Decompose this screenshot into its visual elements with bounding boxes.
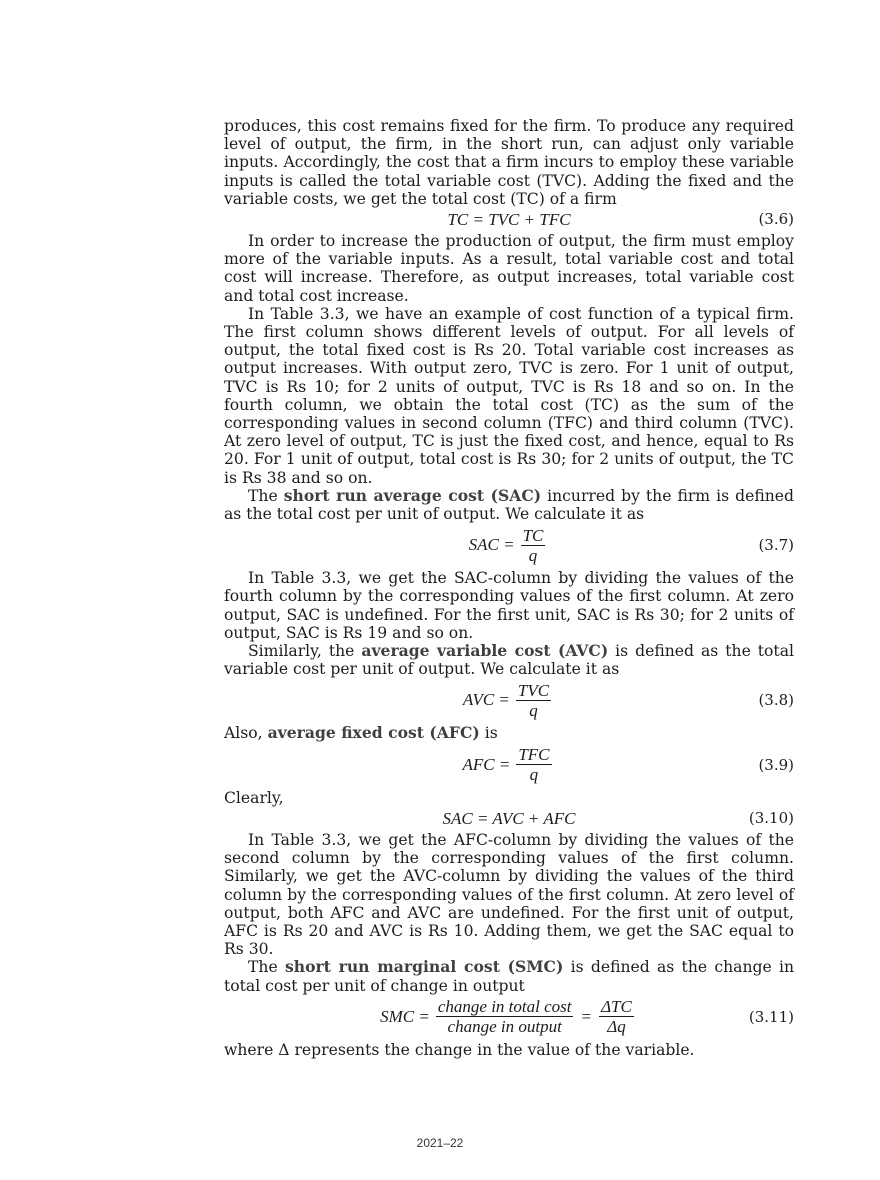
equation-number: (3.7) bbox=[758, 536, 794, 555]
fraction bbox=[521, 526, 546, 565]
paragraph-delta: where Δ represents the change in the value of the variable. bbox=[224, 1040, 695, 1059]
equation-number: (3.11) bbox=[748, 1007, 794, 1026]
term-smc: short run marginal cost (SMC) bbox=[284, 957, 564, 977]
equation-3-10 bbox=[224, 807, 794, 831]
equation-text: TC = TVC + TFC bbox=[447, 210, 571, 230]
fraction bbox=[516, 745, 551, 784]
equation-number: (3.9) bbox=[758, 755, 794, 774]
equals-sign: = bbox=[581, 1006, 592, 1026]
equation-3-9 bbox=[224, 743, 794, 789]
paragraph-clearly: Clearly, bbox=[224, 788, 284, 807]
numerator: TC bbox=[522, 525, 544, 545]
denominator: q bbox=[529, 700, 538, 720]
paragraph-sac-column: In Table 3.3, we get the SAC-column by dividing the values of the fourth column by the corresponding values of the first column. At zero output, SAC is undefined. For the first unit, SAC is Rs 30; for 2 units of output, SAC is Rs 19 and so on. bbox=[224, 569, 794, 642]
fraction-words bbox=[436, 997, 574, 1036]
paragraph-table-3-3: In Table 3.3, we have an example of cost function of a typical firm. The first column shows different levels of output. For all levels of output, the total fixed cost is Rs 20. Total variable cost increases as output increases. With output zero, TVC is zero. For 1 unit of output, TVC is Rs 10; for 2 units of output, TVC is Rs 18 and so on. In the fourth column, we obtain the total cost (TC) as the sum of the corresponding values in second column (TFC) and third column (TVC). At zero level of output, TC is just the fixed cost, and hence, equal to Rs 20. For 1 unit of output, total cost is Rs 30; for 2 units of output, the TC is Rs 38 and so on. bbox=[224, 304, 794, 487]
denominator: q bbox=[529, 765, 539, 785]
numerator: change in total cost bbox=[437, 997, 572, 1017]
denominator: q bbox=[528, 545, 538, 565]
equation-lhs: AFC = bbox=[462, 754, 511, 774]
numerator: ΔTC bbox=[601, 997, 632, 1017]
fraction bbox=[516, 681, 551, 720]
term-avc: average variable cost (AVC) bbox=[361, 641, 609, 661]
paragraph-tvc: produces, this cost remains fixed for the firm. To produce any required level of output, the firm, in the short run, can adjust only variable inputs. Accordingly, the cost that a firm incurs to employ these variable inputs is called the total variable cost (TVC). Adding the fixed and the variable costs, we get the total cost (TC) of a firm bbox=[224, 117, 794, 208]
paragraph-sac-definition: The short run average cost (SAC) incurred by the firm is defined as the total cost per unit of output. We calculate it as bbox=[224, 485, 794, 524]
paragraph-output-increase: In order to increase the production of output, the firm must employ more of the variable inputs. As a result, total variable cost and total cost will increase. Therefore, as output increases, total variable cost and total cost increase. bbox=[224, 232, 794, 305]
equation-number: (3.6) bbox=[758, 210, 794, 229]
fraction-delta bbox=[599, 997, 634, 1036]
term-afc: average fixed cost (AFC) bbox=[267, 723, 480, 743]
denominator: Δq bbox=[607, 1017, 626, 1037]
equation-number: (3.10) bbox=[748, 808, 794, 827]
equation-3-7 bbox=[224, 523, 794, 569]
equation-3-6 bbox=[224, 208, 794, 232]
paragraph-afc-definition: Also, average fixed cost (AFC) is bbox=[224, 723, 498, 743]
equation-number: (3.8) bbox=[758, 691, 794, 710]
page-body bbox=[224, 117, 794, 1059]
paragraph-smc-definition: The short run marginal cost (SMC) is defined as the change in total cost per unit of change in output bbox=[224, 957, 794, 995]
equation-lhs: AVC = bbox=[462, 690, 510, 710]
equation-lhs: SAC = bbox=[468, 535, 515, 555]
paragraph-avc-definition: Similarly, the average variable cost (AVC) is defined as the total variable cost per unit of output. We calculate it as bbox=[224, 641, 794, 679]
denominator: change in output bbox=[447, 1017, 562, 1037]
equation-3-11 bbox=[224, 995, 794, 1041]
paragraph-afc-column: In Table 3.3, we get the AFC-column by dividing the values of the second column by the corresponding values of the first column. Similarly, we get the AVC-column by dividing the values of the third column by the corresponding values of the first column. At zero level of output, both AFC and AVC are undefined. For the first unit of output, AFC is Rs 20 and AVC is Rs 10. Adding them, we get the SAC equal to Rs 30. bbox=[224, 830, 794, 959]
numerator: TVC bbox=[517, 680, 550, 700]
term-sac: short run average cost (SAC) bbox=[283, 485, 542, 505]
page-footer-year: 2021–22 bbox=[416, 1136, 464, 1150]
equation-text: SAC = AVC + AFC bbox=[442, 808, 576, 828]
equation-lhs: SMC = bbox=[380, 1006, 430, 1026]
numerator: TFC bbox=[518, 745, 550, 765]
equation-3-8 bbox=[224, 678, 794, 724]
